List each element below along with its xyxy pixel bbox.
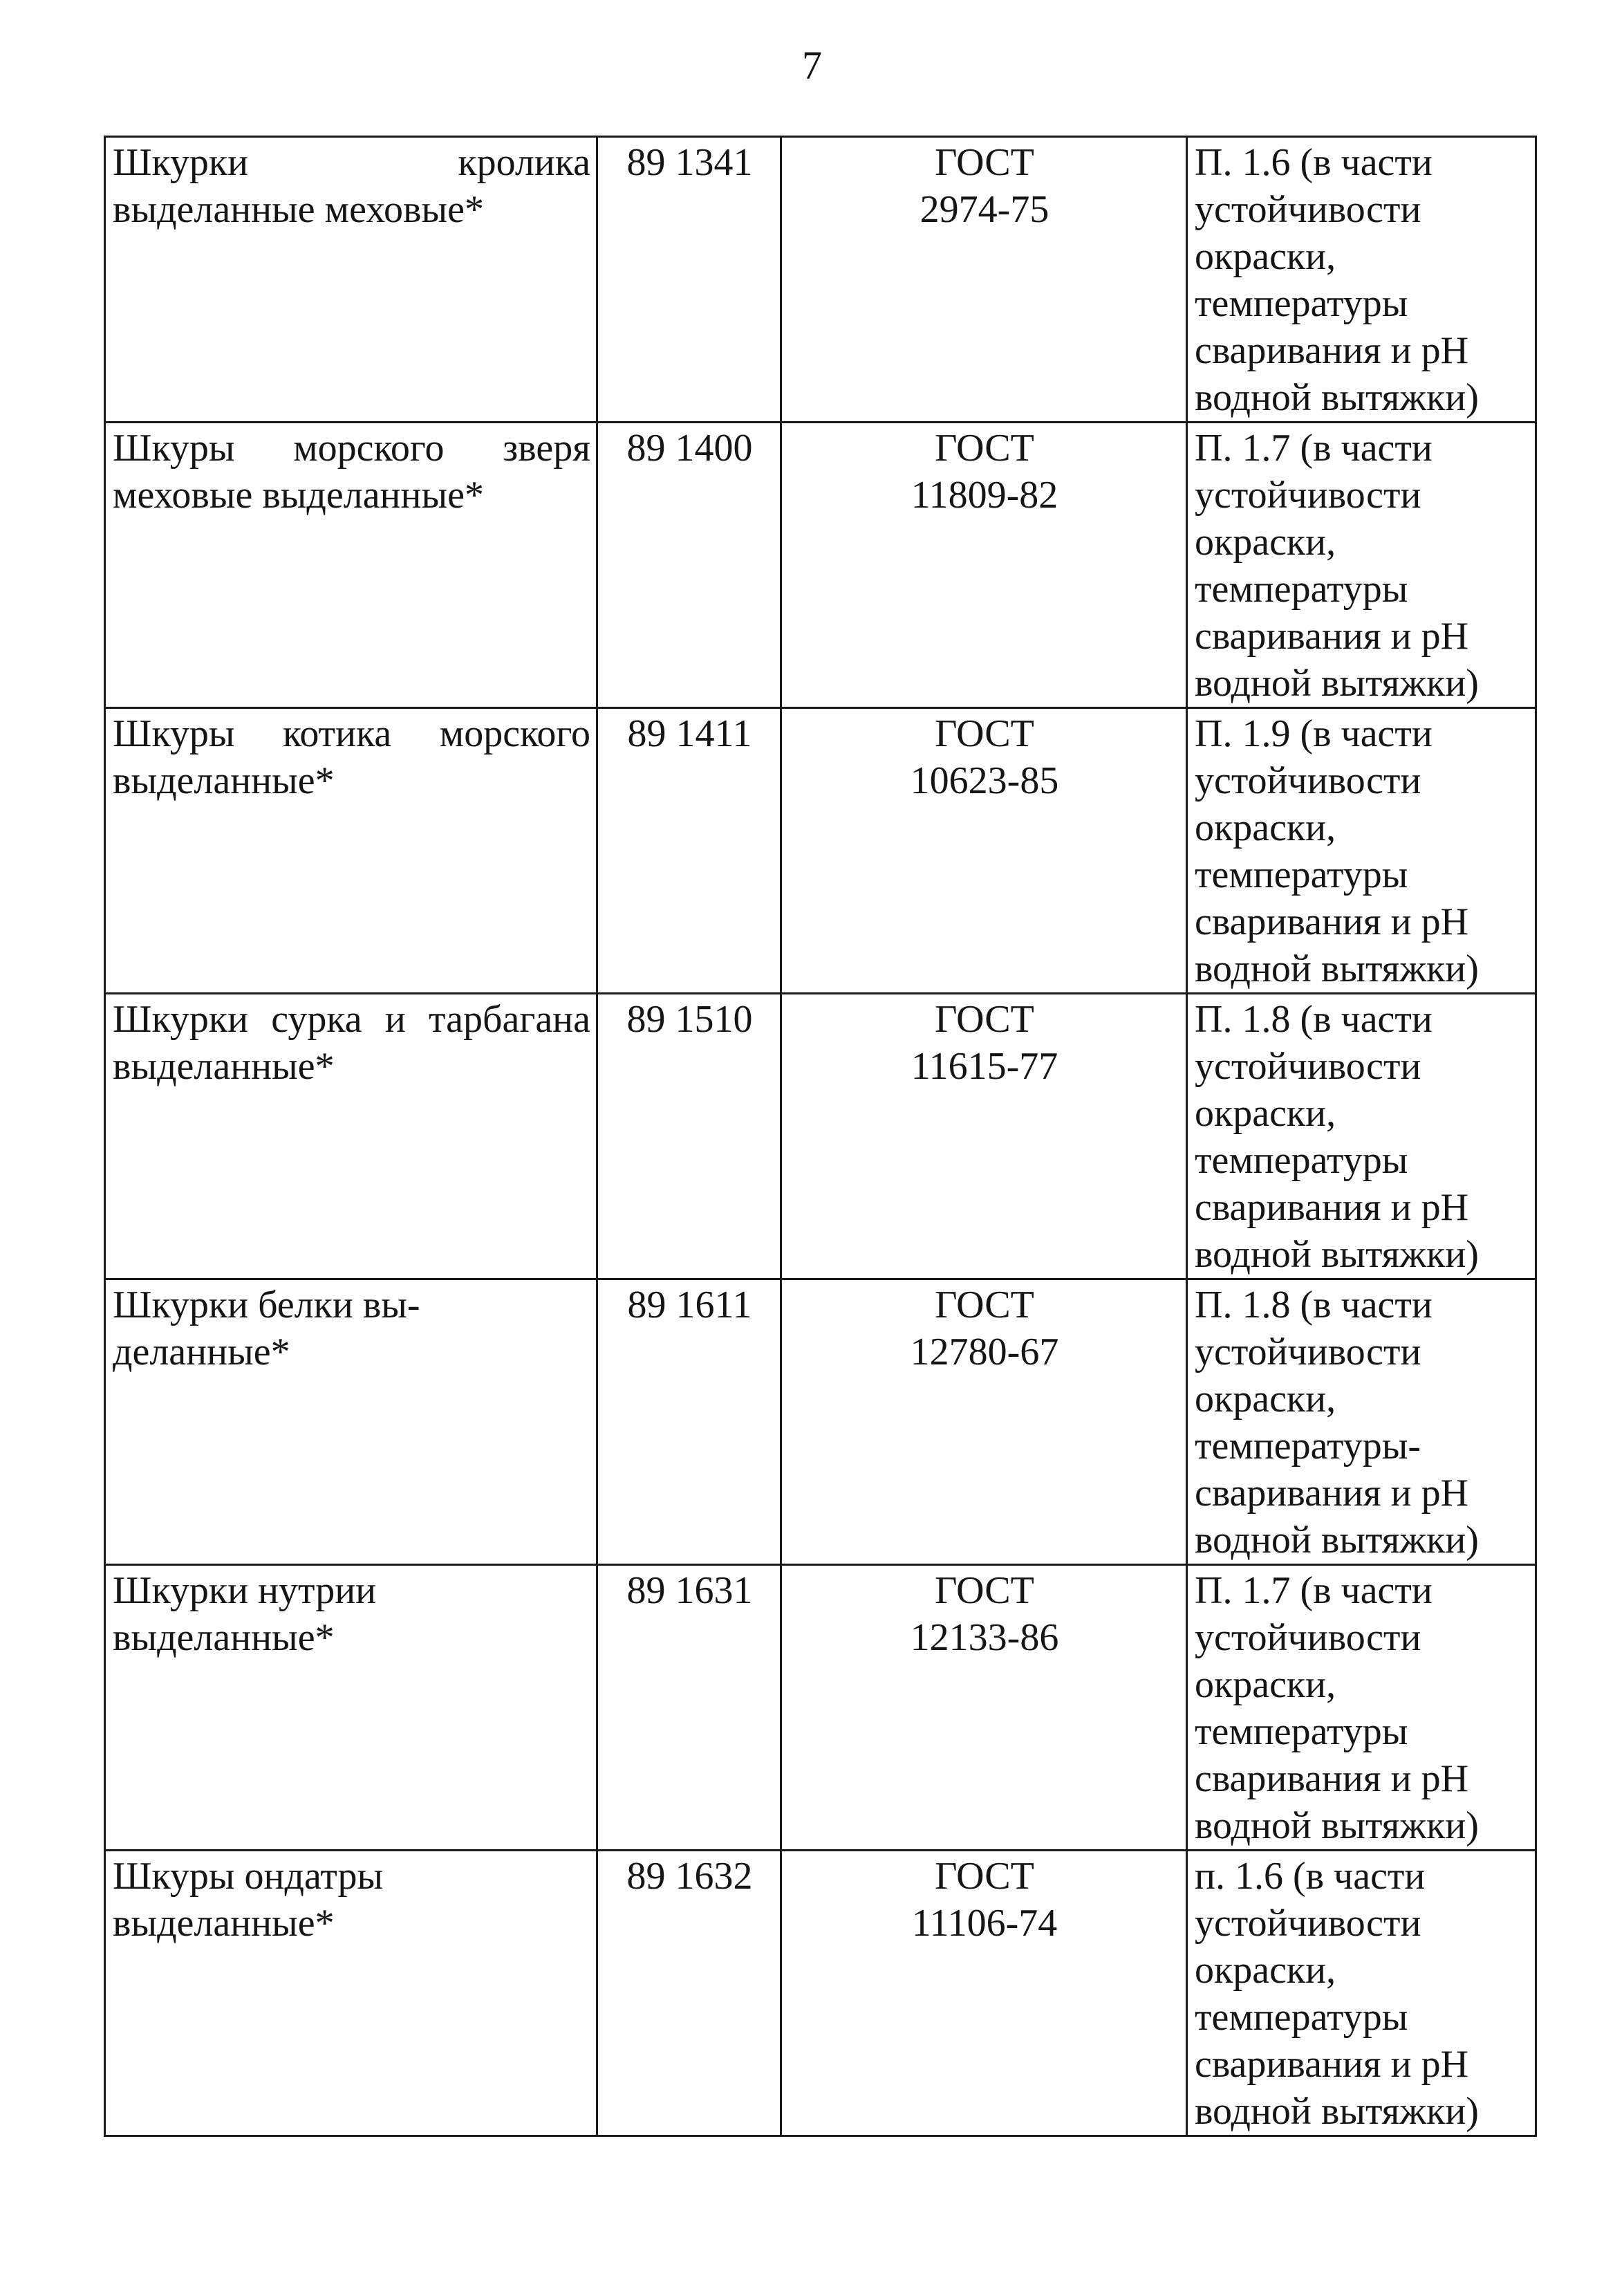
product-name-cell <box>105 994 597 1279</box>
standard-cell <box>781 994 1187 1279</box>
product-code: 89 1400 <box>626 427 753 470</box>
standard-cell <box>781 137 1187 423</box>
product-code: 89 1611 <box>627 1284 752 1326</box>
standard-cell <box>781 1565 1187 1851</box>
requirement-cell <box>1187 1565 1536 1851</box>
product-name-cell <box>105 708 597 994</box>
standard-cell <box>781 423 1187 708</box>
product-name: Шкурки сурка и тарбагана выделанные* <box>113 998 590 1088</box>
product-code: 89 1341 <box>626 141 753 184</box>
product-code: 89 1632 <box>626 1855 753 1898</box>
product-name: Шкурки кролика выделанные меховые* <box>113 141 590 231</box>
product-code-cell <box>597 1565 781 1851</box>
product-name: Шкурки нутрии выделанные* <box>113 1569 377 1659</box>
product-code-cell <box>597 1851 781 2136</box>
product-name: Шкуры морского зверя меховые выделанные* <box>113 427 590 517</box>
table-row <box>105 1851 1536 2136</box>
product-name-cell <box>105 137 597 423</box>
requirement-clause: П. 1.6 (в части устойчивости окраски, температуры сваривания и рН водной вытяжки) <box>1195 141 1479 419</box>
product-code-cell <box>597 994 781 1279</box>
requirement-clause: П. 1.9 (в части устойчивости окраски, температуры сваривания и рН водной вытяжки) <box>1195 712 1479 990</box>
product-code-cell <box>597 708 781 994</box>
standard-reference: ГОСТ 10623-85 <box>910 712 1059 802</box>
product-name-cell <box>105 423 597 708</box>
product-standards-table <box>104 136 1537 2137</box>
product-code-cell <box>597 137 781 423</box>
table-row <box>105 994 1536 1279</box>
requirement-clause: П. 1.8 (в части устойчивости окраски, температуры- сваривания и рН водной вытяжки) <box>1195 1284 1479 1562</box>
requirement-cell <box>1187 708 1536 994</box>
product-name-cell <box>105 1279 597 1565</box>
table-row <box>105 423 1536 708</box>
standard-reference: ГОСТ 12133-86 <box>910 1569 1059 1659</box>
standard-cell <box>781 1851 1187 2136</box>
page-number: 7 <box>802 43 822 88</box>
product-name-cell <box>105 1851 597 2136</box>
product-code-cell <box>597 423 781 708</box>
table-row <box>105 137 1536 423</box>
requirement-clause: П. 1.8 (в части устойчивости окраски, температуры сваривания и рН водной вытяжки) <box>1195 998 1479 1276</box>
requirement-cell <box>1187 423 1536 708</box>
requirement-cell <box>1187 1851 1536 2136</box>
requirement-cell <box>1187 994 1536 1279</box>
table-row <box>105 1565 1536 1851</box>
requirement-cell <box>1187 1279 1536 1565</box>
product-name-cell <box>105 1565 597 1851</box>
product-name: Шкурки белки вы- деланные* <box>113 1284 420 1373</box>
product-name: Шкуры ондатры выделанные* <box>113 1855 384 1945</box>
product-code-cell <box>597 1279 781 1565</box>
standard-reference: ГОСТ 2974-75 <box>920 141 1049 231</box>
product-code: 89 1631 <box>626 1569 753 1612</box>
requirement-clause: П. 1.7 (в части устойчивости окраски, температуры сваривания и рН водной вытяжки) <box>1195 427 1479 705</box>
requirement-cell <box>1187 137 1536 423</box>
product-code: 89 1510 <box>626 998 753 1041</box>
standard-cell <box>781 708 1187 994</box>
table-row <box>105 1279 1536 1565</box>
standard-reference: ГОСТ 11106-74 <box>911 1855 1058 1945</box>
standard-reference: ГОСТ 11615-77 <box>911 998 1058 1088</box>
requirement-clause: П. 1.7 (в части устойчивости окраски, температуры сваривания и рН водной вытяжки) <box>1195 1569 1479 1847</box>
table-row <box>105 708 1536 994</box>
product-name: Шкуры котика морского выделанные* <box>113 712 590 802</box>
standard-cell <box>781 1279 1187 1565</box>
standard-reference: ГОСТ 11809-82 <box>911 427 1058 517</box>
requirement-clause: п. 1.6 (в части устойчивости окраски, температуры сваривания и рН водной вытяжки) <box>1195 1855 1479 2133</box>
product-code: 89 1411 <box>627 712 752 755</box>
standard-reference: ГОСТ 12780-67 <box>910 1284 1059 1373</box>
